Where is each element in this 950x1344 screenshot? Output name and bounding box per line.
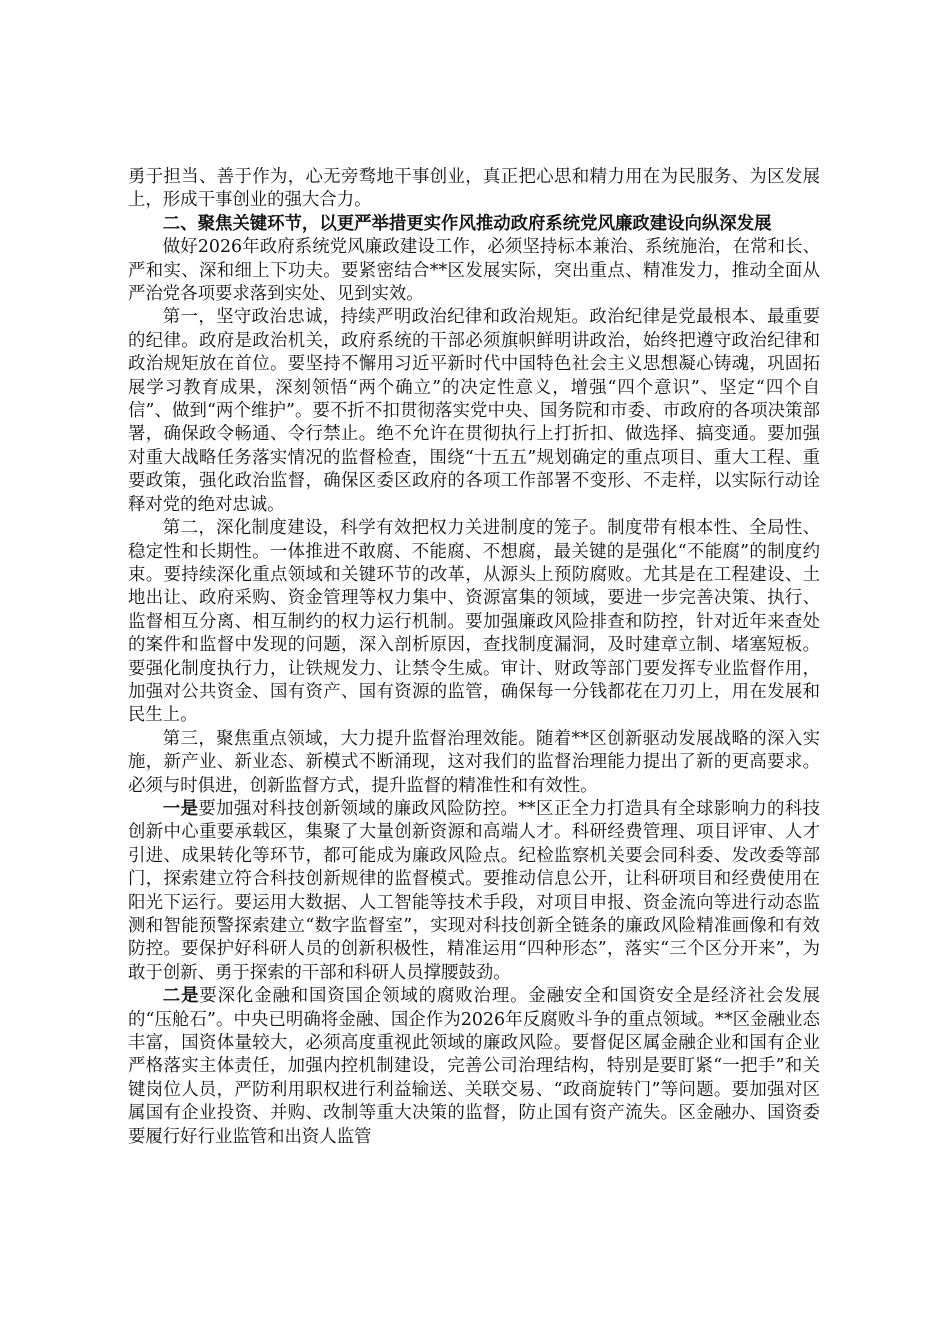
document-body <box>128 166 820 1149</box>
point-two-lead: 二是 <box>162 986 200 1007</box>
section-heading: 二、聚焦关键环节，以更严举措更实作风推动政府系统党风廉政建设向纵深发展 <box>162 213 772 234</box>
point-two-text: 要深化金融和国资国企领域的腐败治理。金融安全和国资安全是经济社会发展的“压舱石”。中央已明确将金融、国企作为2026年反腐败斗争的重点领域。**区金融业态丰富，国资体量较大，必须高度重视此领域的廉政风险。要督促区属金融企业和国有企业严格落实主体责任，加强内控机制建设，完善公司治理结构，特别是要盯紧“一把手”和关键岗位人员，严防利用职权进行利益输送、关联交易、“政商旋转门”等问题。要加强对区属国有企业投资、并购、改制等重大决策的监督，防止国有资产流失。区金融办、国资委要履行好行业监管和出资人监管 <box>128 986 820 1147</box>
paragraph-continuation: 勇于担当、善于作为，心无旁骛地干事创业，真正把心思和精力用在为民服务、为区发展上，形成干事创业的强大合力。 <box>128 167 820 211</box>
paragraph-third: 第三，聚焦重点领域，大力提升监督治理效能。随着**区创新驱动发展战略的深入实施，新产业、新业态、新模式不断涌现，这对我们的监督治理能力提出了新的更高要求。必须与时俱进，创新监督方式，提升监督的精准性和有效性。 <box>128 728 820 796</box>
point-one-lead: 一是 <box>162 798 199 819</box>
paragraph-intro: 做好2026年政府系统党风廉政建设工作，必须坚持标本兼治、系统施治，在常和长、严和实、深和细上下功夫。要紧密结合**区发展实际，突出重点、精准发力，推动全面从严治党各项要求落到实处、见到实效。 <box>128 237 820 305</box>
paragraph-point-one <box>128 798 820 985</box>
point-one-text: 要加强对科技创新领域的廉政风险防控。**区正全力打造具有全球影响力的科技创新中心重要承载区，集聚了大量创新资源和高端人才。科研经费管理、项目评审、人才引进、成果转化等环节，都可能成为廉政风险点。纪检监察机关要会同科委、发改委等部门，探索建立符合科技创新规律的监督模式。要推动信息公开，让科研项目和经费使用在阳光下运行。要运用大数据、人工智能等技术手段，对项目申报、资金流向等进行动态监测和智能预警探索建立“数字监督室”，实现对科技创新全链条的廉政风险精准画像和有效防控。要保护好科研人员的创新积极性，精准运用“四种形态”，落实“三个区分开来”，为敢于创新、勇于探索的干部和科研人员撑腰鼓劲。 <box>128 798 820 983</box>
paragraph-second: 第二，深化制度建设，科学有效把权力关进制度的笼子。制度带有根本性、全局性、稳定性和长期性。一体推进不敢腐、不能腐、不想腐，最关键的是强化“不能腐”的制度约束。要持续深化重点领域和关键环节的改革，从源头上预防腐败。尤其是在工程建设、土地出让、政府采购、资金管理等权力集中、资源富集的领域，要进一步完善决策、执行、监督相互分离、相互制约的权力运行机制。要加强廉政风险排查和防控，针对近年来查处的案件和监督中发现的问题，深入剖析原因，查找制度漏洞，及时建章立制、堵塞短板。要强化制度执行力，让铁规发力、让禁令生威。审计、财政等部门要发挥专业监督作用，加强对公共资金、国有资产、国有资源的监管，确保每一分钱都花在刀刃上，用在发展和民生上。 <box>128 518 820 726</box>
paragraph-point-two <box>128 985 820 1149</box>
paragraph-first: 第一，坚守政治忠诚，持续严明政治纪律和政治规矩。政治纪律是党最根本、最重要的纪律。政府是政治机关，政府系统的干部必须旗帜鲜明讲政治，始终把遵守政治纪律和政治规矩放在首位。要坚持不懈用习近平新时代中国特色社会主义思想凝心铸魂，巩固拓展学习教育成果，深刻领悟“两个确立”的决定性意义，增强“四个意识”、坚定“四个自信”、做到“两个维护”。要不折不扣贯彻落实党中央、国务院和市委、市政府的各项决策部署，确保政令畅通、令行禁止。绝不允许在贯彻执行上打折扣、做选择、搞变通。要加强对重大战略任务落实情况的监督检查，围绕“十五五”规划确定的重点项目、重大工程、重要政策，强化政治监督，确保区委区政府的各项工作部署不变形、不走样，以实际行动诠释对党的绝对忠诚。 <box>128 307 820 515</box>
